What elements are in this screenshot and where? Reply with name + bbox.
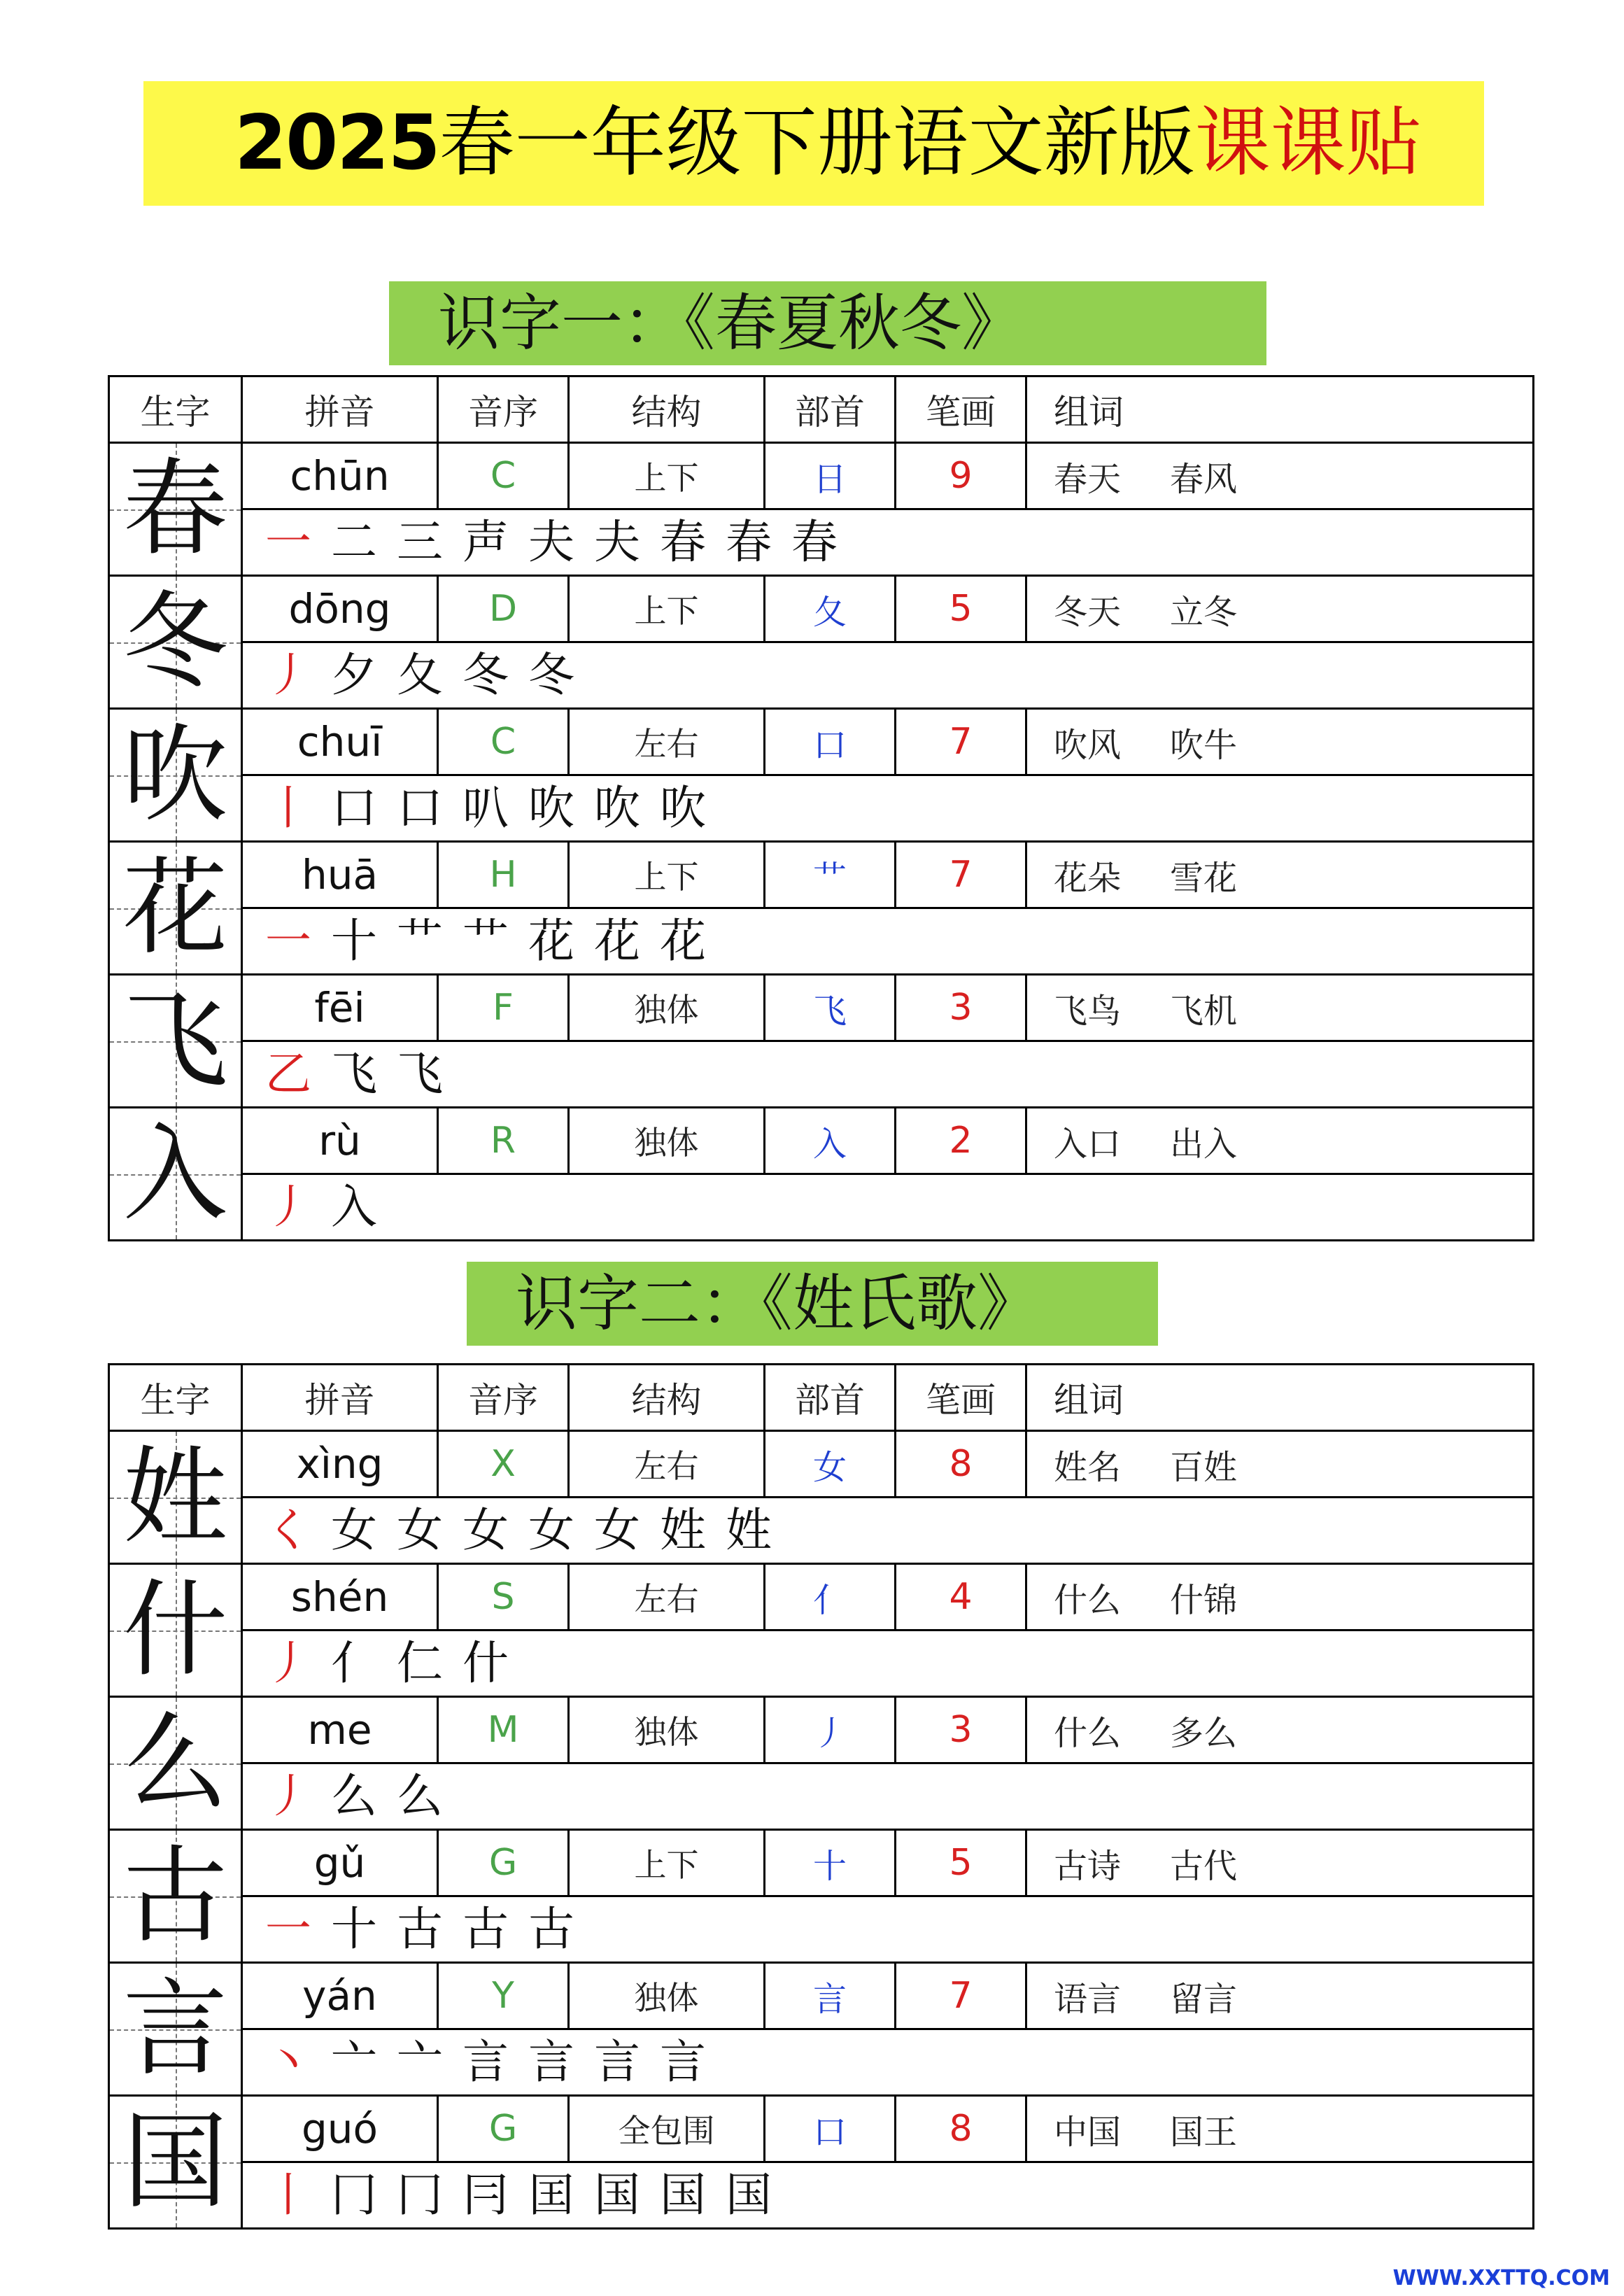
stroke-step: 女	[594, 1503, 640, 1557]
stroke-step: 国	[726, 2168, 772, 2222]
radical-cell: 十	[765, 1830, 896, 1896]
word-group-cell	[1026, 1963, 1534, 2029]
stroke-step: 飞	[397, 1047, 443, 1101]
stroke-step: 夕	[331, 648, 377, 702]
stroke-step: 夫	[594, 515, 640, 569]
letter-order-cell: M	[438, 1697, 569, 1763]
character-grid-cell	[109, 1697, 242, 1830]
stroke-order-cell	[242, 1174, 1534, 1241]
char-info-row	[109, 709, 1534, 775]
stroke-step: 丶	[265, 2035, 311, 2089]
lesson-2-title-text: 识字二：《姓氏歌》	[516, 1267, 1040, 1339]
stroke-order-cell	[242, 775, 1534, 842]
stroke-step: 丨	[265, 781, 311, 835]
stroke-count-cell: 7	[896, 842, 1026, 908]
stroke-order-row	[109, 775, 1534, 842]
char-info-row	[109, 1108, 1534, 1174]
column-header: 生字	[109, 1365, 242, 1431]
character-grid-cell	[109, 1431, 242, 1564]
stroke-step: 飞	[331, 1047, 377, 1101]
stroke-order-row	[109, 2162, 1534, 2229]
character-grid-cell	[109, 1564, 242, 1697]
char-info-row	[109, 443, 1534, 509]
stroke-step: 亻	[331, 1636, 377, 1690]
character-grid-cell	[109, 1108, 242, 1241]
letter-order-cell: D	[438, 576, 569, 642]
stroke-step: 古	[463, 1902, 509, 1956]
pinyin-cell: yán	[242, 1963, 438, 2029]
word-group-cell	[1026, 1108, 1534, 1174]
pinyin-cell: fēi	[242, 975, 438, 1041]
word-group-cell	[1026, 2096, 1534, 2162]
word: 出入	[1170, 1124, 1238, 1164]
word-group-cell	[1026, 975, 1534, 1041]
stroke-step: 丿	[265, 648, 311, 702]
stroke-order-cell	[242, 2029, 1534, 2096]
stroke-order-cell	[242, 1498, 1534, 1564]
letter-order-cell: S	[438, 1564, 569, 1631]
structure-cell: 独体	[569, 1108, 765, 1174]
char-info-row	[109, 1830, 1534, 1896]
letter-order-cell: H	[438, 842, 569, 908]
structure-cell: 上下	[569, 1830, 765, 1896]
new-character: 国	[122, 2101, 228, 2223]
pinyin-cell: guó	[242, 2096, 438, 2162]
char-info-row	[109, 1963, 1534, 2029]
word: 语言	[1054, 1979, 1122, 2019]
structure-cell: 上下	[569, 842, 765, 908]
radical-cell: 日	[765, 443, 896, 509]
stroke-order-cell	[242, 2162, 1534, 2229]
stroke-order-cell	[242, 642, 1534, 709]
stroke-order-cell	[242, 1631, 1534, 1697]
structure-cell: 左右	[569, 1564, 765, 1631]
word: 国王	[1170, 2112, 1238, 2152]
word-group-cell	[1026, 709, 1534, 775]
stroke-order-row	[109, 1498, 1534, 1564]
word: 古代	[1170, 1846, 1238, 1886]
stroke-step: 言	[660, 2035, 706, 2089]
char-info-row	[109, 842, 1534, 908]
column-header: 音序	[438, 1365, 569, 1431]
radical-cell: 亻	[765, 1564, 896, 1631]
word: 飞鸟	[1054, 991, 1122, 1031]
character-grid-cell	[109, 975, 242, 1108]
stroke-step: 丨	[265, 2168, 311, 2222]
letter-order-cell: X	[438, 1431, 569, 1498]
character-grid-cell	[109, 576, 242, 709]
stroke-order-row	[109, 2029, 1534, 2096]
stroke-step: 仁	[397, 1636, 443, 1690]
radical-cell: 口	[765, 709, 896, 775]
stroke-step: く	[265, 1503, 311, 1557]
char-info-row	[109, 1431, 1534, 1498]
stroke-step: 吹	[528, 781, 574, 835]
lesson-2-table	[108, 1363, 1534, 2230]
stroke-step: 古	[528, 1902, 574, 1956]
word: 入口	[1054, 1124, 1122, 1164]
stroke-step: 姓	[726, 1503, 772, 1557]
new-character: 什	[122, 1569, 228, 1691]
lesson-1-title	[389, 281, 1266, 365]
stroke-step: 言	[463, 2035, 509, 2089]
stroke-order-cell	[242, 509, 1534, 576]
word: 留言	[1170, 1979, 1238, 2019]
structure-cell: 左右	[569, 709, 765, 775]
word-group-cell	[1026, 1830, 1534, 1896]
word: 雪花	[1170, 858, 1238, 898]
letter-order-cell: F	[438, 975, 569, 1041]
stroke-step: 艹	[463, 914, 509, 968]
radical-cell: 艹	[765, 842, 896, 908]
new-character: 飞	[122, 980, 228, 1102]
lesson-2-title	[467, 1262, 1158, 1346]
letter-order-cell: G	[438, 1830, 569, 1896]
page-title	[234, 81, 1422, 206]
column-header: 拼音	[242, 1365, 438, 1431]
stroke-step: 女	[397, 1503, 443, 1557]
stroke-step: 叭	[463, 781, 509, 835]
column-header: 结构	[569, 376, 765, 443]
new-character: 春	[122, 448, 228, 570]
word: 吹风	[1054, 725, 1122, 765]
column-header: 拼音	[242, 376, 438, 443]
stroke-step: 一	[265, 914, 311, 968]
radical-cell: 夂	[765, 576, 896, 642]
stroke-step: 吹	[660, 781, 706, 835]
word: 多么	[1170, 1713, 1238, 1753]
word: 姓名	[1054, 1447, 1122, 1487]
letter-order-cell: Y	[438, 1963, 569, 2029]
stroke-step: 国	[594, 2168, 640, 2222]
radical-cell: 丿	[765, 1697, 896, 1763]
table-header-row	[109, 1365, 1534, 1431]
stroke-step: 国	[660, 2168, 706, 2222]
character-grid-cell	[109, 2096, 242, 2229]
stroke-step: 二	[331, 515, 377, 569]
radical-cell: 言	[765, 1963, 896, 2029]
stroke-count-cell: 2	[896, 1108, 1026, 1174]
new-character: 冬	[122, 581, 228, 703]
stroke-count-cell: 8	[896, 1431, 1026, 1498]
stroke-step: 声	[463, 515, 509, 569]
structure-cell: 上下	[569, 576, 765, 642]
char-info-row	[109, 576, 1534, 642]
char-info-row	[109, 2096, 1534, 2162]
column-header: 组词	[1026, 1365, 1534, 1431]
stroke-step: 冂	[397, 2168, 443, 2222]
structure-cell: 独体	[569, 1963, 765, 2029]
stroke-step: 艹	[397, 914, 443, 968]
stroke-step: 么	[331, 1769, 377, 1823]
stroke-step: 丿	[265, 1180, 311, 1234]
column-header: 笔画	[896, 1365, 1026, 1431]
letter-order-cell: R	[438, 1108, 569, 1174]
pinyin-cell: dōng	[242, 576, 438, 642]
pinyin-cell: shén	[242, 1564, 438, 1631]
structure-cell: 上下	[569, 443, 765, 509]
new-character: 姓	[122, 1436, 228, 1558]
stroke-step: 十	[331, 1902, 377, 1956]
character-grid-cell	[109, 443, 242, 576]
stroke-step: 女	[528, 1503, 574, 1557]
stroke-order-row	[109, 642, 1534, 709]
column-header: 结构	[569, 1365, 765, 1431]
stroke-order-cell	[242, 1896, 1534, 1963]
stroke-step: 冃	[463, 2168, 509, 2222]
stroke-step: 入	[331, 1180, 377, 1234]
stroke-count-cell: 7	[896, 1963, 1026, 2029]
stroke-order-row	[109, 1763, 1534, 1830]
stroke-step: 丿	[265, 1769, 311, 1823]
watermark: WWW.XXTTQ.COM	[1392, 2266, 1610, 2290]
stroke-step: 女	[463, 1503, 509, 1557]
character-grid-cell	[109, 1963, 242, 2096]
stroke-step: 冬	[528, 648, 574, 702]
lesson-1-title-text: 识字一：《春夏秋冬》	[438, 287, 1024, 359]
stroke-step: 三	[397, 515, 443, 569]
word: 中国	[1054, 2112, 1122, 2152]
structure-cell: 全包围	[569, 2096, 765, 2162]
pinyin-cell: xìng	[242, 1431, 438, 1498]
stroke-step: 什	[463, 1636, 509, 1690]
radical-cell: 入	[765, 1108, 896, 1174]
stroke-step: 夂	[397, 648, 443, 702]
pinyin-cell: rù	[242, 1108, 438, 1174]
stroke-step: 亠	[397, 2035, 443, 2089]
stroke-count-cell: 3	[896, 975, 1026, 1041]
letter-order-cell: C	[438, 443, 569, 509]
pinyin-cell: huā	[242, 842, 438, 908]
word-group-cell	[1026, 1431, 1534, 1498]
pinyin-cell: me	[242, 1697, 438, 1763]
title-accent: 课课贴	[1194, 99, 1422, 187]
pinyin-cell: chūn	[242, 443, 438, 509]
stroke-step: 言	[528, 2035, 574, 2089]
stroke-step: 乙	[265, 1047, 311, 1101]
stroke-step: 丿	[265, 1636, 311, 1690]
stroke-order-row	[109, 1896, 1534, 1963]
character-grid-cell	[109, 709, 242, 842]
pinyin-cell: gǔ	[242, 1830, 438, 1896]
new-character: 言	[122, 1968, 228, 2090]
stroke-step: 口	[331, 781, 377, 835]
stroke-step: 亠	[331, 2035, 377, 2089]
stroke-step: 夫	[528, 515, 574, 569]
stroke-step: 花	[594, 914, 640, 968]
column-header: 组词	[1026, 376, 1534, 443]
char-info-row	[109, 975, 1534, 1041]
structure-cell: 独体	[569, 1697, 765, 1763]
stroke-step: 十	[331, 914, 377, 968]
new-character: 么	[122, 1702, 228, 1824]
stroke-order-row	[109, 1174, 1534, 1241]
letter-order-cell: G	[438, 2096, 569, 2162]
word: 古诗	[1054, 1846, 1122, 1886]
stroke-order-cell	[242, 1763, 1534, 1830]
stroke-step: 女	[331, 1503, 377, 1557]
stroke-count-cell: 8	[896, 2096, 1026, 2162]
column-header: 部首	[765, 1365, 896, 1431]
stroke-step: 春	[660, 515, 706, 569]
word-group-cell	[1026, 842, 1534, 908]
radical-cell: 飞	[765, 975, 896, 1041]
radical-cell: 女	[765, 1431, 896, 1498]
word: 花朵	[1054, 858, 1122, 898]
title-main: 春一年级下册语文新版	[439, 99, 1195, 187]
word: 飞机	[1170, 991, 1238, 1031]
stroke-count-cell: 7	[896, 709, 1026, 775]
character-grid-cell	[109, 1830, 242, 1963]
stroke-step: 么	[397, 1769, 443, 1823]
stroke-count-cell: 5	[896, 1830, 1026, 1896]
new-character: 入	[122, 1113, 228, 1235]
stroke-order-row	[109, 908, 1534, 975]
column-header: 笔画	[896, 376, 1026, 443]
char-info-row	[109, 1564, 1534, 1631]
letter-order-cell: C	[438, 709, 569, 775]
radical-cell: 口	[765, 2096, 896, 2162]
word: 什么	[1054, 1580, 1122, 1620]
new-character: 古	[122, 1835, 228, 1957]
title-banner	[143, 81, 1484, 206]
stroke-step: 一	[265, 1902, 311, 1956]
word-group-cell	[1026, 443, 1534, 509]
column-header: 生字	[109, 376, 242, 443]
structure-cell: 独体	[569, 975, 765, 1041]
word: 春风	[1170, 459, 1238, 499]
stroke-step: 吹	[594, 781, 640, 835]
new-character: 花	[122, 847, 228, 969]
stroke-step: 言	[594, 2035, 640, 2089]
column-header: 音序	[438, 376, 569, 443]
character-grid-cell	[109, 842, 242, 975]
stroke-count-cell: 3	[896, 1697, 1026, 1763]
word: 立冬	[1170, 592, 1238, 632]
structure-cell: 左右	[569, 1431, 765, 1498]
char-info-row	[109, 1697, 1534, 1763]
stroke-order-cell	[242, 1041, 1534, 1108]
stroke-step: 春	[726, 515, 772, 569]
pinyin-cell: chuī	[242, 709, 438, 775]
stroke-step: 囯	[528, 2168, 574, 2222]
stroke-step: 古	[397, 1902, 443, 1956]
stroke-count-cell: 4	[896, 1564, 1026, 1631]
word-group-cell	[1026, 1697, 1534, 1763]
stroke-count-cell: 5	[896, 576, 1026, 642]
new-character: 吹	[122, 714, 228, 836]
word: 冬天	[1054, 592, 1122, 632]
stroke-step: 冂	[331, 2168, 377, 2222]
stroke-order-row	[109, 1041, 1534, 1108]
stroke-step: 姓	[660, 1503, 706, 1557]
word: 春天	[1054, 459, 1122, 499]
stroke-step: 一	[265, 515, 311, 569]
word: 什锦	[1170, 1580, 1238, 1620]
stroke-step: 春	[791, 515, 838, 569]
column-header: 部首	[765, 376, 896, 443]
stroke-count-cell: 9	[896, 443, 1026, 509]
word: 什么	[1054, 1713, 1122, 1753]
word-group-cell	[1026, 576, 1534, 642]
stroke-order-cell	[242, 908, 1534, 975]
stroke-order-row	[109, 509, 1534, 576]
word-group-cell	[1026, 1564, 1534, 1631]
stroke-step: 花	[528, 914, 574, 968]
title-year: 2025	[234, 99, 439, 187]
table-header-row	[109, 376, 1534, 443]
stroke-step: 口	[397, 781, 443, 835]
word: 百姓	[1170, 1447, 1238, 1487]
lesson-1-table	[108, 375, 1534, 1241]
stroke-step: 冬	[463, 648, 509, 702]
stroke-order-row	[109, 1631, 1534, 1697]
stroke-step: 花	[660, 914, 706, 968]
word: 吹牛	[1170, 725, 1238, 765]
